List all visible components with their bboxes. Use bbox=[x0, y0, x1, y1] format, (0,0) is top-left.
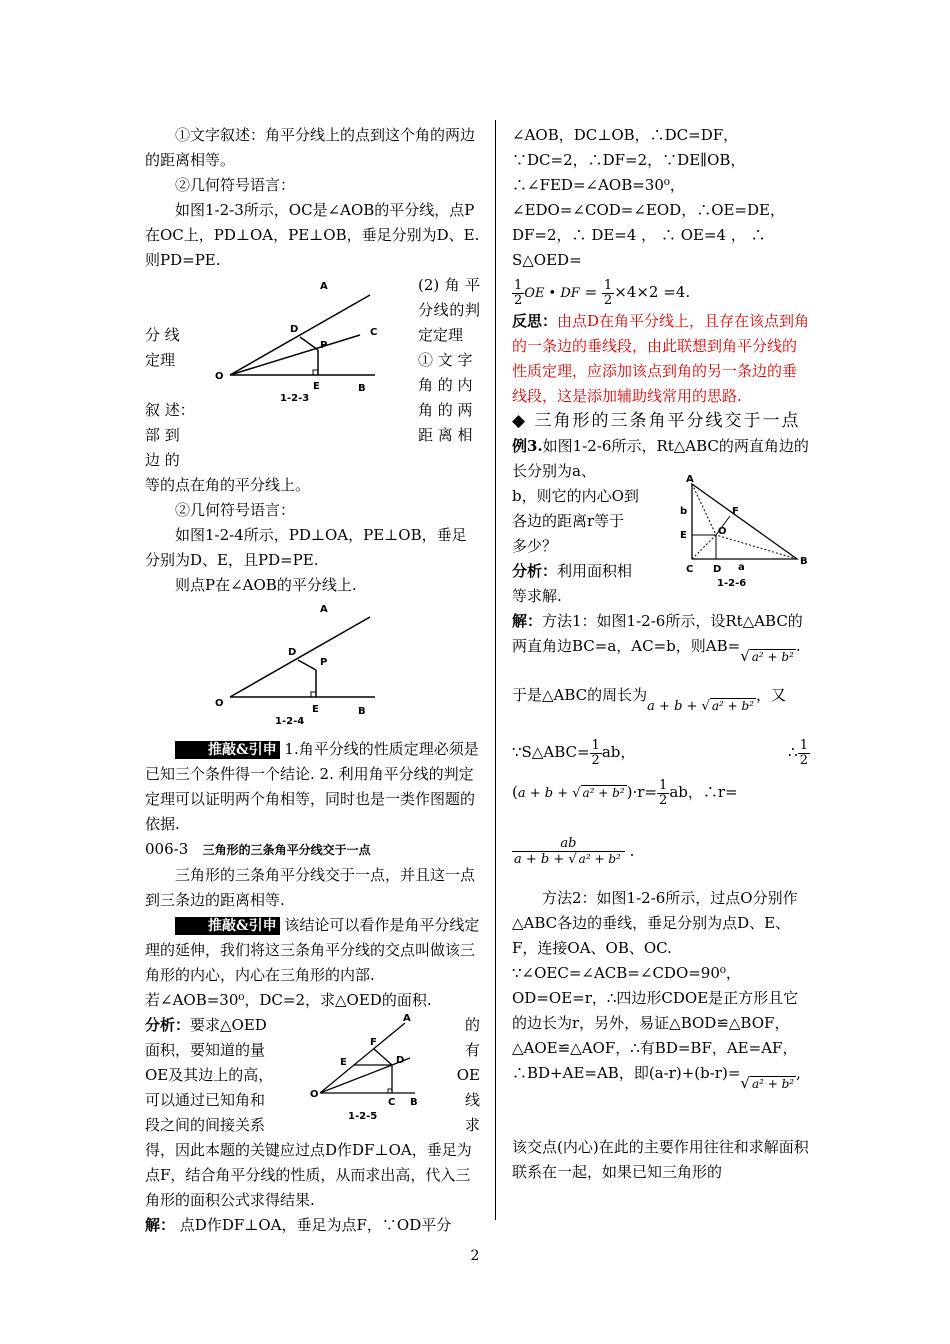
method1: 解：方法1：如图1-2-6所示，设Rt△ABC的两直角边BC=a，AC=b，则AB=√ a² + b². bbox=[512, 612, 803, 665]
figure-1-2-6 bbox=[672, 474, 817, 589]
area-line-text: ∵S△ABC= bbox=[512, 743, 590, 761]
reflection-text: 由点D在角平分线上，且存在该点到角的一条边的垂线段，由此联想到角平分线的性质定理，应添加该点到角的另一条边的垂线段，这是添加辅助线常用的思路. bbox=[512, 312, 810, 405]
solution-start bbox=[145, 1213, 480, 1238]
judge-theorem-heading: (2)角平分线的判定定理 bbox=[418, 276, 480, 344]
fig126-label-o: O bbox=[718, 526, 727, 537]
section-code: 006-3 bbox=[145, 840, 189, 858]
symbol-heading-2: ②几何符号语言： bbox=[175, 501, 296, 519]
fig125-caption: 1-2-5 bbox=[348, 1111, 378, 1122]
badge-1: 推敲&引申 bbox=[175, 741, 280, 759]
fig126-label-a-side: a bbox=[738, 562, 745, 573]
analysis-left: 分析：要求△OED 面积，要知道的量 OE及其边上的高， 可以通过已知角和 段之间的间接关系 bbox=[145, 1016, 274, 1134]
analysis3-label: 分析： bbox=[512, 562, 558, 580]
section-statement: 三角形的三条角平分线交于一点，并且这一点到三条边的距离相等. bbox=[145, 866, 476, 909]
solution-text: 点D作DF⊥OA，垂足为点F，∵OD平分 bbox=[179, 1216, 452, 1234]
bullet-heading: ◆ 三角形的三条角平分线交于一点 bbox=[512, 411, 801, 431]
fig123-label-o: O bbox=[215, 371, 224, 382]
fig123-label-a: A bbox=[320, 281, 328, 292]
fig126-label-d: D bbox=[713, 564, 722, 575]
example3-label-line: 例3.如图1-2-6所示，Rt△ABC的两直角边的长分别为a、 bbox=[512, 437, 809, 480]
note-1-text: 1.角平分线的性质定理必须是已知三个条件得一个结论. 2. 利用角平分线的判定定理可以证明两个角相等，同时也是一类作图题的依据. bbox=[145, 740, 479, 833]
fig-125-block bbox=[145, 1013, 480, 1138]
area-result: =4. bbox=[663, 283, 691, 301]
reflection bbox=[512, 309, 810, 409]
example3-label: 例3. bbox=[512, 437, 543, 455]
analysis-right: 的 有 OE 线 求 bbox=[456, 1016, 480, 1134]
note-2 bbox=[145, 913, 480, 988]
section-title: 三角形的三条角平分线交于一点 bbox=[202, 843, 371, 857]
fig123-label-p: P bbox=[320, 340, 328, 351]
property-text: ①文字叙述：角平分线上的点到这个角的两边的距离相等。 bbox=[145, 126, 476, 169]
solution-continued: ∠AOB，DC⊥OB，∴DC=DF，∵DC=2，∴DF=2，∵DE∥OB，∴∠FED=∠AOB=30⁰，∠EDO=∠COD=∠EOD，∴OE=DE，DF=2，∴ DE=4 ， ∴ OE=4 ， ∴ S△OED= bbox=[512, 126, 785, 269]
radius-eq-tail: ab，∴r= bbox=[669, 783, 738, 801]
fig123-label-c: C bbox=[370, 327, 378, 338]
fig126-caption: 1-2-6 bbox=[717, 578, 747, 589]
fig126-label-a: A bbox=[686, 474, 694, 485]
column-divider bbox=[495, 120, 496, 1220]
note-1 bbox=[145, 737, 480, 837]
right-column bbox=[512, 123, 810, 1185]
example3-wrap-text: b，则它的内心O到 各边的距离r等于 多少？ 分析：利用面积相 等求解. bbox=[512, 487, 639, 605]
fig123-caption: 1-2-3 bbox=[280, 393, 310, 404]
symbol-heading-1: ②几何符号语言： bbox=[175, 176, 296, 194]
judge-theorem-side bbox=[418, 273, 480, 348]
fig123-label-b: B bbox=[358, 383, 366, 394]
reflection-label: 反思： bbox=[512, 312, 558, 330]
radius-equation: (a + b + √ a² + b² )·r= $\frac{1}{2}$ ab，∴r= bbox=[512, 777, 738, 808]
fig123-right-text: ① 文 字 角 的 内 角 的 两 距 离 相 bbox=[418, 351, 473, 444]
solution3-label: 解： bbox=[512, 612, 543, 630]
fig124-label-p: P bbox=[320, 657, 328, 668]
figure-1-2-5 bbox=[310, 1013, 430, 1123]
solution-label: 解： bbox=[145, 1216, 176, 1234]
analysis-label: 分析： bbox=[145, 1016, 191, 1034]
fig125-label-c: C bbox=[388, 1097, 396, 1108]
fig126-label-b-side: b bbox=[680, 506, 688, 517]
fig126-label-c: C bbox=[686, 564, 694, 575]
page-number: 2 bbox=[470, 1248, 480, 1264]
fig125-label-a: A bbox=[403, 1013, 411, 1024]
fig123-label-d: D bbox=[290, 324, 299, 335]
fig124-label-e: E bbox=[312, 704, 319, 715]
figure-1-2-4 bbox=[210, 602, 420, 737]
fig125-label-e: E bbox=[340, 1057, 347, 1068]
fig124-label-o: O bbox=[215, 698, 224, 709]
judge-symbol-text: 如图1-2-4所示，PD⊥OA，PE⊥OB，垂足分别为D、E，且PD=PE. bbox=[145, 526, 467, 569]
fig124-caption: 1-2-4 bbox=[275, 716, 305, 727]
perimeter-end: ，又 bbox=[755, 686, 786, 704]
fig123-left-text: 分 线 定理 bbox=[145, 326, 180, 369]
method2-proof: ∵∠OEC=∠ACB=∠CDO=90⁰，OD=OE=r，∴四边形CDOE是正方形且它的边长为r，另外，易证△BOD≌△BOF，△AOE≌△AOF，∴有BD=BF，AE=AF，∴BD+AE=AB，即(a-r)+(b-r)=√ a² + b², bbox=[512, 964, 801, 1092]
example-question: 若∠AOB=30⁰，DC=2，求△OED的面积. bbox=[145, 991, 432, 1009]
perimeter-text: 于是△ABC的周长为 bbox=[512, 686, 648, 704]
fig-126-block bbox=[512, 474, 810, 609]
fig123-label-e: E bbox=[313, 381, 320, 392]
method1-text: 方法1：如图1-2-6所示，设Rt△ABC的两直角边BC=a，AC=b，则AB= bbox=[512, 612, 803, 655]
fig124-label-a: A bbox=[320, 604, 328, 615]
note-2-text: 该结论可以看作是角平分线定理的延伸，我们将这三条角平分线的交点叫做该三角形的内心，内心在三角形的内部. bbox=[145, 916, 480, 984]
closing-text: 该交点(内心)在此的主要作用往往和求解面积联系在一起，如果已知三角形的 bbox=[512, 1138, 809, 1181]
radius-result: $\frac{ab}{\text{a + b + √ a² + b²}}$ . bbox=[514, 836, 635, 867]
fig125-label-o: O bbox=[310, 1089, 319, 1100]
area-formula: $\frac{1}{2}$ OE • DF = $\frac{1}{2}$ ×4×2 =4. bbox=[514, 277, 691, 308]
area-line: ∵S△ABC= $\frac{1}{2}$ ab， ∴ $\frac{1}{2}$ bbox=[512, 737, 808, 768]
fig125-label-f: F bbox=[370, 1037, 377, 1048]
area-line-mid: ab， bbox=[601, 743, 636, 761]
badge-2: 推敲&引申 bbox=[175, 917, 280, 935]
fig126-label-b: B bbox=[800, 556, 808, 567]
area-line-end: ∴ bbox=[788, 743, 798, 761]
fig125-label-d: D bbox=[396, 1055, 405, 1066]
fig126-label-e: E bbox=[680, 530, 687, 541]
judge-conclusion: 则点P在∠AOB的平分线上. bbox=[175, 576, 357, 594]
fig-123-block bbox=[145, 273, 480, 469]
section-heading bbox=[145, 837, 480, 863]
method2: 方法2：如图1-2-6所示，过点O分别作△ABC各边的垂线，垂足分别为点D、E、F，连接OA、OB、OC. bbox=[512, 889, 798, 957]
figure-1-2-3 bbox=[210, 275, 420, 405]
fig125-label-b: B bbox=[410, 1097, 418, 1108]
fig123-left-text-2: 叙 述： 部 到 边 的 bbox=[145, 401, 195, 469]
analysis-tail: 得，因此本题的关键应过点D作DF⊥OA，垂足为点F，结合角平分线的性质，从而求出高，代入三角形的面积公式求得结果. bbox=[145, 1141, 472, 1209]
method2-proof-text: ∵∠OEC=∠ACB=∠CDO=90⁰，OD=OE=r，∴四边形CDOE是正方形且它的边长为r，另外，易证△BOD≌△BOF，△AOE≌△AOF，∴有BD=BF，AE=AF，∴BD+AE=AB，即(a-r)+(b-r)= bbox=[512, 964, 799, 1082]
perimeter-line: 于是△ABC的周长为a + b + √ a² + b²，又 bbox=[512, 686, 786, 714]
fig124-label-d: D bbox=[288, 647, 297, 658]
property-symbol-text: 如图1-2-3所示，OC是∠AOB的平分线，点P在OC上，PD⊥OA，PE⊥OB，垂足分别为D、E. 则PD=PE. bbox=[145, 201, 480, 269]
left-column bbox=[145, 123, 480, 1238]
judge-theorem-tail: 等的点在角的平分线上。 bbox=[145, 476, 311, 494]
fig124-label-b: B bbox=[358, 706, 366, 717]
fig126-label-f: F bbox=[732, 506, 739, 517]
radius-eq-mid: ·r= bbox=[632, 783, 658, 801]
